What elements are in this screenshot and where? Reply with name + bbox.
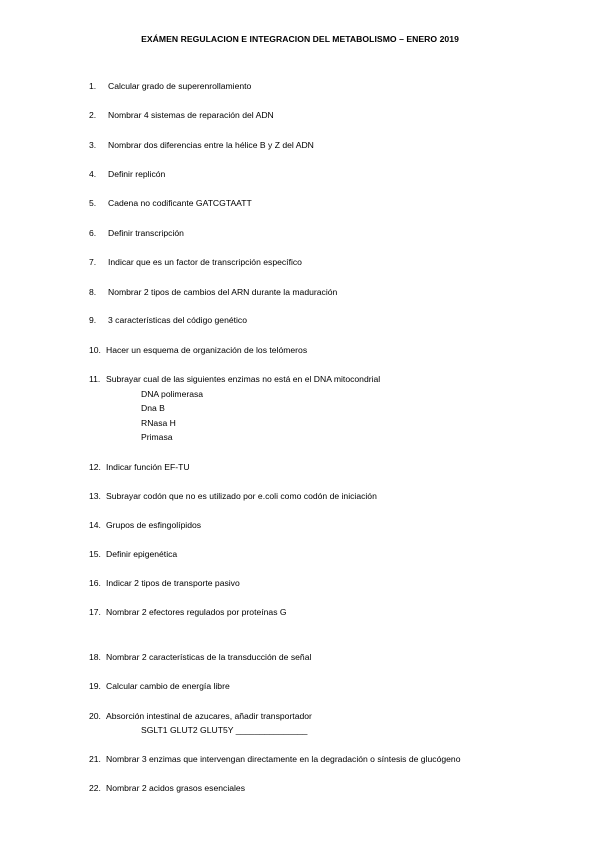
question-text: Nombrar dos diferencias entre la hélice B y Z del ADN — [108, 140, 314, 150]
question-number: 13. — [89, 491, 101, 501]
question-text: Nombrar 2 características de la transducción de señal — [106, 652, 312, 662]
question-number: 14. — [89, 520, 101, 530]
question-text: Nombrar 2 efectores regulados por proteínas G — [106, 607, 287, 617]
question-number: 10. — [89, 345, 101, 355]
question-number: 20. — [89, 711, 101, 721]
question-number: 18. — [89, 652, 101, 662]
transporter-options: SGLT1 GLUT2 GLUT5Y _______________ — [141, 725, 308, 735]
option-item: Primasa — [141, 432, 173, 442]
question-text: Subrayar codón que no es utilizado por e.coli como codón de iniciación — [106, 491, 377, 501]
question-number: 8. — [89, 287, 97, 297]
question-text: Nombrar 2 acidos grasos esenciales — [106, 783, 245, 793]
question-text: Nombrar 4 sistemas de reparación del ADN — [108, 110, 274, 120]
question-text: Indicar 2 tipos de transporte pasivo — [106, 578, 240, 588]
question-text: Hacer un esquema de organización de los telómeros — [106, 345, 308, 355]
question-text: Nombrar 2 tipos de cambios del ARN durante la maduración — [108, 287, 338, 297]
option-item: Dna B — [141, 403, 165, 413]
question-number: 2. — [89, 110, 97, 120]
question-text: Definir replicón — [108, 169, 166, 179]
question-text: Nombrar 3 enzimas que intervengan directamente en la degradación o síntesis de glucógeno — [106, 754, 461, 764]
question-text: Calcular cambio de energía libre — [106, 681, 230, 691]
question-text: Absorción intestinal de azucares, añadir transportador — [106, 711, 312, 721]
question-number: 21. — [89, 754, 101, 764]
question-text: Indicar que es un factor de transcripción específico — [108, 257, 302, 267]
question-number: 9. — [89, 315, 97, 325]
question-text: Subrayar cual de las siguientes enzimas no está en el DNA mitocondrial — [106, 374, 381, 384]
question-number: 1. — [89, 81, 97, 91]
option-item: DNA polimerasa — [141, 389, 204, 399]
question-number: 4. — [89, 169, 97, 179]
question-text: Calcular grado de superenrollamiento — [108, 81, 252, 91]
question-number: 22. — [89, 783, 101, 793]
page-title: EXÁMEN REGULACION E INTEGRACION DEL METABOLISMO – ENERO 2019 — [141, 34, 459, 44]
question-text: Indicar función EF-TU — [106, 462, 190, 472]
question-number: 5. — [89, 198, 97, 208]
question-text: Definir epigenética — [106, 549, 178, 559]
question-text: Grupos de esfingolípidos — [106, 520, 202, 530]
question-text: Cadena no codificante GATCGTAATT — [108, 198, 252, 208]
question-number: 19. — [89, 681, 101, 691]
question-number: 7. — [89, 257, 97, 267]
question-number: 17. — [89, 607, 101, 617]
question-text: Definir transcripción — [108, 228, 184, 238]
question-number: 11. — [89, 374, 101, 384]
question-number: 16. — [89, 578, 101, 588]
question-number: 12. — [89, 462, 101, 472]
option-item: RNasa H — [141, 418, 176, 428]
question-number: 15. — [89, 549, 101, 559]
question-number: 3. — [89, 140, 97, 150]
question-number: 6. — [89, 228, 97, 238]
question-text: 3 características del código genético — [108, 315, 248, 325]
